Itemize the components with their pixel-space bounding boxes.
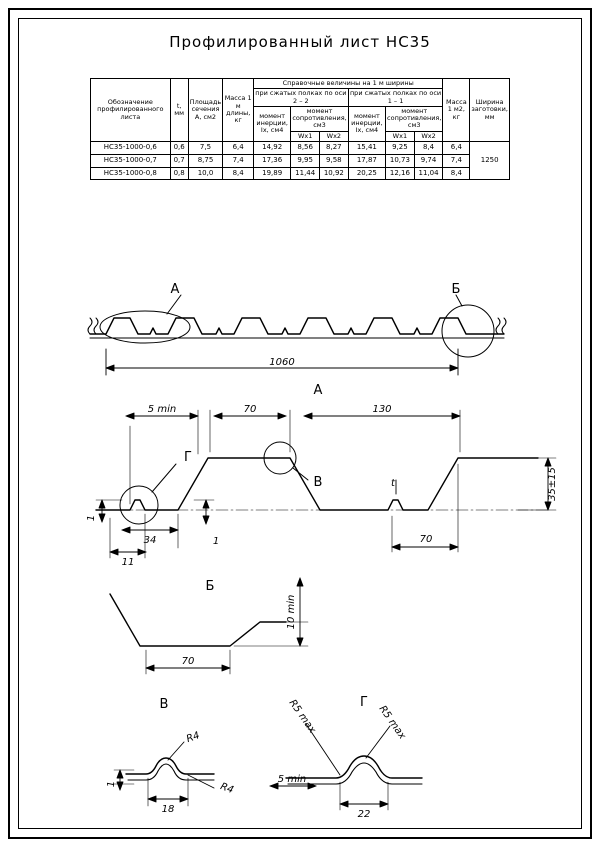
technical-drawing-svg	[18, 18, 582, 829]
header-wx1-axis2: Wx1	[291, 131, 320, 141]
label-g-section: Г	[184, 450, 192, 465]
label-v-section: В	[313, 475, 323, 490]
callout-circle-b	[442, 305, 494, 357]
dimension-1-mid	[194, 500, 214, 524]
header-axis2: при сжатых полках по оси 2 – 2	[255, 89, 347, 105]
cell-wx2-2: 8,27	[320, 141, 349, 154]
drawing-area	[18, 18, 582, 829]
header-wx1-axis1: Wx1	[386, 131, 415, 141]
label-g-detail: Г	[360, 695, 368, 710]
dim-5min-top: 5 min	[147, 404, 177, 415]
break-mark-left	[88, 318, 98, 334]
dim-11: 11	[121, 557, 135, 568]
cell-thickness: 0,8	[170, 167, 188, 180]
dim-130: 130	[372, 404, 392, 415]
dim-22: 22	[357, 809, 371, 820]
cell-inertia-2: 17,36	[253, 154, 290, 167]
cell-wx1-1: 10,73	[386, 154, 415, 167]
cell-mass-m2: 8,4	[443, 167, 470, 180]
header-mass-linear: Масса 1 м длины, кг	[223, 79, 254, 142]
header-inertia-1: момент инерции, Ix, см4	[348, 106, 385, 141]
header-mass-m2: Масса 1 м2, кг	[443, 79, 470, 142]
label-a-top: А	[170, 282, 180, 297]
cell-thickness: 0,6	[170, 141, 188, 154]
dim-t: t	[391, 478, 395, 489]
cell-wx2-1: 9,74	[414, 154, 443, 167]
header-inertia-2: момент инерции, Ix, см4	[253, 106, 290, 141]
cell-blank-width: 1250	[470, 141, 510, 179]
label-b-top: Б	[451, 282, 461, 297]
label-v-detail: В	[159, 697, 169, 712]
dim-18: 18	[161, 804, 175, 815]
cell-designation: НС35-1000-0,6	[91, 141, 171, 154]
leader-v	[293, 468, 308, 480]
cell-mass-linear: 7,4	[223, 154, 254, 167]
header-wx2-axis1: Wx2	[414, 131, 443, 141]
cell-wx2-2: 10,92	[320, 167, 349, 180]
detail-g-profile	[286, 756, 422, 778]
header-reference-group: Справочные величины на 1 м ширины	[253, 79, 442, 89]
dim-34: 34	[143, 535, 157, 546]
dim-r4-bottom: R4	[218, 781, 235, 797]
header-axis1: при сжатых полках по оси 1 – 1	[349, 89, 442, 105]
dim-5min-g: 5 min	[277, 774, 307, 785]
leader-g	[152, 464, 176, 492]
header-designation: Обозначение профилированного листа	[91, 79, 171, 142]
dimension-18	[148, 778, 188, 806]
dim-r4-top: R4	[185, 730, 202, 746]
cell-mass-m2: 6,4	[443, 141, 470, 154]
dim-70-top: 70	[243, 404, 257, 415]
cell-mass-linear: 6,4	[223, 141, 254, 154]
cell-inertia-2: 14,92	[253, 141, 290, 154]
cell-wx2-1: 11,04	[414, 167, 443, 180]
header-wx2-axis2: Wx2	[320, 131, 349, 141]
header-resist-2: момент сопротивления, см3	[292, 106, 347, 130]
dim-1-left: 1	[86, 514, 97, 522]
cell-wx2-2: 9,58	[320, 154, 349, 167]
header-area: Площадь сечения A, см2	[188, 79, 223, 142]
cell-wx1-2: 9,95	[291, 154, 320, 167]
dim-r5-left: R5 max	[286, 697, 318, 736]
section-b-profile	[110, 594, 286, 646]
cell-wx1-1: 12,16	[386, 167, 415, 180]
cell-mass-linear: 8,4	[223, 167, 254, 180]
cell-mass-m2: 7,4	[443, 154, 470, 167]
cell-designation: НС35-1000-0,8	[91, 167, 171, 180]
cell-inertia-1: 20,25	[348, 167, 385, 180]
dimension-22	[340, 782, 388, 810]
cell-inertia-1: 17,87	[348, 154, 385, 167]
page-title: Профилированный лист НС35	[169, 33, 431, 51]
cell-wx1-2: 11,44	[291, 167, 320, 180]
dim-70-b: 70	[181, 656, 195, 667]
dim-overall-width: 1060	[269, 357, 295, 368]
cell-wx1-1: 9,25	[386, 141, 415, 154]
detail-g-profile-inner	[288, 763, 422, 784]
dim-1-v: 1	[106, 780, 117, 788]
dimension-1-left	[96, 500, 122, 522]
dim-height: 35±15	[547, 467, 558, 501]
cell-thickness: 0,7	[170, 154, 188, 167]
cell-inertia-1: 15,41	[348, 141, 385, 154]
dim-70-right: 70	[419, 534, 433, 545]
dimension-70-top	[210, 410, 290, 452]
cell-area: 10,0	[188, 167, 223, 180]
cell-wx2-1: 8,4	[414, 141, 443, 154]
header-blank-width: Ширина заготовки, мм	[470, 79, 510, 142]
label-a-section: А	[313, 383, 323, 398]
cell-inertia-2: 19,89	[253, 167, 290, 180]
break-mark-right	[496, 318, 506, 334]
cell-area: 8,75	[188, 154, 223, 167]
radius-r4-top	[168, 742, 184, 760]
cell-wx1-2: 8,56	[291, 141, 320, 154]
cell-area: 7,5	[188, 141, 223, 154]
header-resist-1: момент сопротивления, см3	[387, 106, 442, 130]
dimension-130-top	[304, 410, 460, 452]
dim-r5-right: R5 max	[376, 703, 408, 742]
label-b-section: Б	[205, 579, 215, 594]
leader-a-top	[167, 295, 181, 314]
detail-v-profile-inner	[128, 764, 214, 780]
radius-r4-bottom	[188, 775, 214, 788]
dim-1-mid: 1	[212, 536, 220, 547]
radius-r5-right	[366, 726, 390, 758]
cell-designation: НС35-1000-0,7	[91, 154, 171, 167]
dim-10min: 10 min	[286, 594, 297, 630]
header-thickness: t, мм	[170, 79, 188, 142]
